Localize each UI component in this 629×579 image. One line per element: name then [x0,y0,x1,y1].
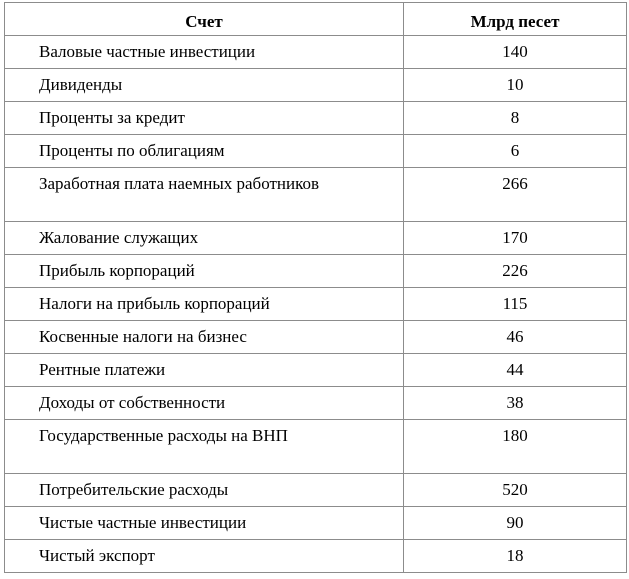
account-name: Валовые частные инвестиции [5,36,404,69]
table-row [5,288,627,321]
account-name: Государственные расходы на ВНП [5,420,404,474]
account-value: 115 [404,288,627,321]
account-name: Заработная плата наемных работников [5,168,404,222]
account-value: 10 [404,69,627,102]
table-row [5,36,627,69]
account-name: Жалование служащих [5,222,404,255]
account-name: Доходы от собственности [5,387,404,420]
table-row [5,222,627,255]
table-row [5,420,627,474]
table-row [5,354,627,387]
account-value: 18 [404,540,627,573]
header-value: Млрд песет [404,3,627,36]
account-name: Налоги на прибыль корпораций [5,288,404,321]
account-value: 46 [404,321,627,354]
account-value: 6 [404,135,627,168]
table-row [5,135,627,168]
account-name: Чистый экспорт [5,540,404,573]
account-value: 38 [404,387,627,420]
account-value: 180 [404,420,627,474]
account-value: 8 [404,102,627,135]
table-row [5,69,627,102]
table-row [5,321,627,354]
header-account: Счет [5,3,404,36]
account-value: 44 [404,354,627,387]
account-name: Проценты за кредит [5,102,404,135]
account-value: 170 [404,222,627,255]
account-name: Проценты по облигациям [5,135,404,168]
table-row [5,168,627,222]
account-name: Дивиденды [5,69,404,102]
account-value: 140 [404,36,627,69]
table-row [5,255,627,288]
account-name: Потребительские расходы [5,474,404,507]
account-value: 226 [404,255,627,288]
table-row [5,102,627,135]
table-row [5,474,627,507]
table-row [5,540,627,573]
account-name: Прибыль корпораций [5,255,404,288]
account-value: 520 [404,474,627,507]
account-value: 90 [404,507,627,540]
table-header-row [5,3,627,36]
account-value: 266 [404,168,627,222]
table-row [5,387,627,420]
table-row [5,507,627,540]
account-name: Косвенные налоги на бизнес [5,321,404,354]
accounts-table [4,2,627,573]
account-name: Чистые частные инвестиции [5,507,404,540]
account-name: Рентные платежи [5,354,404,387]
